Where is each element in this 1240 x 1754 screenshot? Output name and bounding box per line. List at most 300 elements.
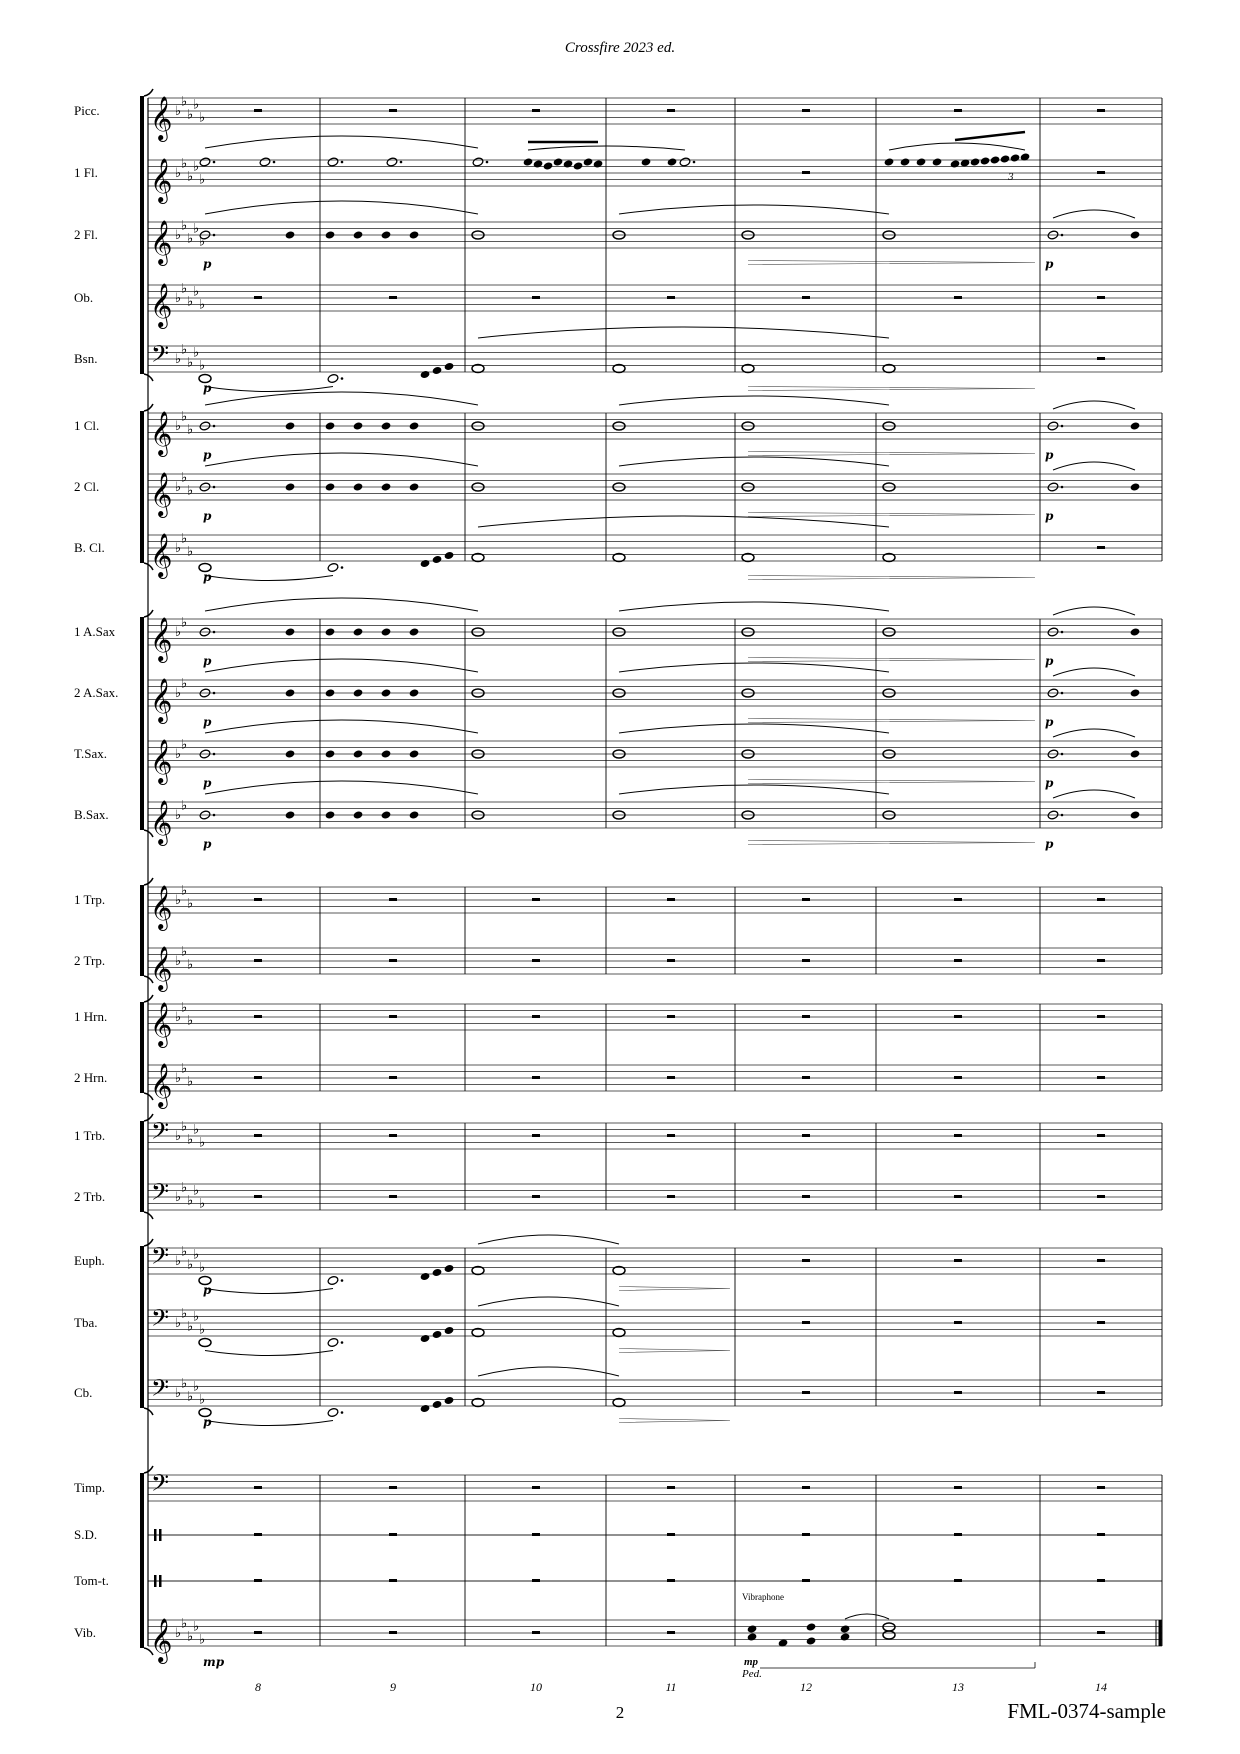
slur	[1053, 210, 1135, 218]
percussion-clef	[154, 1529, 157, 1541]
flat-accidental: ♭	[187, 1132, 194, 1148]
whole-rest	[667, 296, 675, 299]
whole-rest	[532, 959, 540, 962]
instrument-label: 2 Hrn.	[74, 1070, 108, 1085]
flat-accidental: ♭	[175, 1190, 182, 1205]
whole-note	[199, 1339, 211, 1347]
dot	[1061, 814, 1064, 817]
flat-accidental: ♭	[187, 1257, 194, 1273]
whole-rest	[667, 1015, 675, 1018]
dynamic-marking: p	[203, 654, 212, 668]
staff	[148, 1614, 1162, 1669]
dot	[341, 1411, 344, 1414]
beam	[955, 132, 1025, 140]
quarter-note	[950, 159, 961, 168]
treble-clef: 𝄞	[150, 1063, 173, 1107]
dot	[486, 161, 489, 164]
quarter-note	[353, 688, 364, 697]
quarter-note	[432, 1268, 443, 1277]
tuplet-number: 3	[1008, 173, 1014, 183]
catalog-code: FML-0374-sample	[1007, 1699, 1166, 1723]
slur	[619, 602, 889, 611]
flat-accidental: ♭	[175, 352, 182, 367]
dynamic-marking: p	[1045, 776, 1054, 790]
flat-accidental: ♭	[187, 1074, 194, 1090]
slur	[1053, 401, 1135, 409]
dot	[213, 692, 216, 695]
quarter-note	[747, 1624, 758, 1633]
slur	[205, 576, 333, 581]
whole-rest	[1097, 546, 1105, 549]
flat-accidental: ♭	[175, 893, 182, 908]
whole-rest	[389, 1533, 397, 1536]
slur	[478, 1235, 619, 1244]
slur	[619, 785, 889, 794]
slur	[205, 392, 478, 405]
flat-accidental: ♭	[199, 297, 206, 313]
slur	[205, 1421, 333, 1426]
flat-accidental: ♭	[175, 625, 182, 640]
dynamic-marking: p	[203, 509, 212, 523]
whole-rest	[667, 1486, 675, 1489]
group-bracket	[140, 1246, 144, 1408]
treble-clef: 𝄞	[150, 1618, 173, 1662]
slur	[619, 205, 889, 214]
dot	[1061, 692, 1064, 695]
dynamic-marking: p	[203, 1283, 212, 1297]
slur	[1053, 668, 1135, 676]
whole-rest	[254, 1195, 262, 1198]
whole-rest	[667, 109, 675, 112]
whole-rest	[802, 1391, 810, 1394]
dot	[1061, 753, 1064, 756]
group-bracket	[140, 1002, 144, 1093]
measure-number: 10	[530, 1680, 542, 1694]
half-note	[386, 157, 398, 167]
dot	[693, 161, 696, 164]
staff	[148, 1117, 1162, 1151]
flat-accidental: ♭	[181, 1119, 188, 1135]
flat-accidental: ♭	[181, 615, 188, 631]
quarter-note	[381, 810, 392, 819]
flat-accidental: ♭	[175, 1386, 182, 1401]
staff	[148, 132, 1162, 204]
flat-accidental: ♭	[181, 409, 188, 425]
instrument-label: B.Sax.	[74, 807, 109, 822]
flat-accidental: ♭	[175, 1626, 182, 1641]
instrument-label: 2 Fl.	[74, 227, 98, 242]
flat-accidental: ♭	[187, 294, 194, 310]
staff	[148, 720, 1162, 790]
dot	[273, 161, 276, 164]
dot	[213, 753, 216, 756]
staff	[148, 327, 1162, 395]
whole-rest	[954, 296, 962, 299]
quarter-note	[884, 157, 895, 166]
quarter-note	[409, 421, 420, 430]
flat-accidental: ♭	[175, 228, 182, 243]
whole-rest	[802, 1533, 810, 1536]
whole-rest	[1097, 1533, 1105, 1536]
quarter-note	[381, 230, 392, 239]
half-note	[327, 562, 339, 572]
slur	[478, 1297, 619, 1306]
flat-accidental: ♭	[175, 1129, 182, 1144]
flat-accidental: ♭	[199, 1196, 206, 1212]
instrument-label: Picc.	[74, 103, 100, 118]
flat-accidental: ♭	[181, 883, 188, 899]
flat-accidental: ♭	[187, 544, 194, 560]
instrument-label: 1 Fl.	[74, 165, 98, 180]
treble-clef: 𝄞	[150, 411, 173, 455]
quarter-note	[409, 627, 420, 636]
whole-rest	[954, 1195, 962, 1198]
quarter-note	[543, 161, 554, 170]
quarter-note	[900, 157, 911, 166]
quarter-note	[980, 156, 991, 165]
dynamic-marking: p	[1045, 257, 1054, 271]
whole-rest	[802, 1486, 810, 1489]
flat-accidental: ♭	[199, 358, 206, 374]
slur	[619, 457, 889, 466]
staff	[148, 516, 1162, 584]
dot	[213, 631, 216, 634]
whole-rest	[954, 1391, 962, 1394]
whole-rest	[667, 1631, 675, 1634]
staff	[148, 781, 1162, 851]
flat-accidental: ♭	[187, 1319, 194, 1335]
flat-accidental: ♭	[175, 1010, 182, 1025]
treble-clef: 𝄞	[150, 533, 173, 577]
instrument-label: 2 Trp.	[74, 953, 106, 968]
vibraphone-label: Vibraphone	[742, 1592, 784, 1602]
bass-clef: 𝄢	[151, 1304, 170, 1337]
dot	[213, 425, 216, 428]
slur	[205, 720, 478, 733]
quarter-note	[1130, 421, 1141, 430]
quarter-note	[285, 810, 296, 819]
flat-accidental: ♭	[181, 342, 188, 358]
flat-accidental: ♭	[187, 1389, 194, 1405]
bass-clef: 𝄢	[151, 1242, 170, 1275]
half-note	[327, 373, 339, 383]
whole-rest	[389, 296, 397, 299]
whole-rest	[1097, 1134, 1105, 1137]
treble-clef: 𝄞	[150, 283, 173, 327]
flat-accidental: ♭	[187, 1193, 194, 1209]
flat-accidental: ♭	[199, 1135, 206, 1151]
flat-accidental: ♭	[175, 808, 182, 823]
quarter-note	[325, 810, 336, 819]
slur	[205, 453, 478, 466]
whole-rest	[389, 1195, 397, 1198]
quarter-note	[593, 159, 604, 168]
flat-accidental: ♭	[199, 1392, 206, 1408]
whole-rest	[667, 1579, 675, 1582]
flat-accidental: ♭	[187, 483, 194, 499]
whole-rest	[802, 1134, 810, 1137]
whole-rest	[802, 1195, 810, 1198]
staff	[148, 598, 1162, 668]
measure-number: 14	[1095, 1680, 1107, 1694]
whole-rest	[954, 1579, 962, 1582]
whole-rest	[954, 898, 962, 901]
treble-clef: 𝄞	[150, 1002, 173, 1046]
quarter-note	[990, 155, 1001, 164]
flat-accidental: ♭	[193, 345, 200, 361]
flat-accidental: ♭	[187, 1013, 194, 1029]
dot	[1061, 234, 1064, 237]
flat-accidental: ♭	[181, 94, 188, 110]
whole-rest	[532, 1533, 540, 1536]
flat-accidental: ♭	[193, 1309, 200, 1325]
staff	[148, 1061, 1162, 1109]
whole-rest	[389, 1134, 397, 1137]
slur	[889, 143, 1025, 150]
whole-rest	[1097, 171, 1105, 174]
staff	[148, 944, 1162, 992]
instrument-label: 1 A.Sax	[74, 624, 116, 639]
staff	[148, 659, 1162, 729]
dynamic-marking: p	[203, 381, 212, 395]
quarter-note	[432, 555, 443, 564]
quarter-note	[444, 551, 455, 560]
whole-rest	[254, 898, 262, 901]
whole-rest	[532, 109, 540, 112]
group-bracket	[140, 1121, 144, 1212]
diminuendo	[619, 1349, 730, 1353]
flat-accidental: ♭	[193, 1379, 200, 1395]
dot	[341, 161, 344, 164]
treble-clef: 𝄞	[150, 946, 173, 990]
bass-clef: 𝄢	[151, 1469, 170, 1502]
quarter-note	[553, 157, 564, 166]
quarter-note	[420, 1334, 431, 1343]
slur	[205, 1289, 333, 1294]
flat-accidental: ♭	[193, 1619, 200, 1635]
group-bracket	[140, 1473, 144, 1648]
whole-rest	[254, 1579, 262, 1582]
staff	[148, 1529, 1162, 1541]
group-bracket	[140, 411, 144, 563]
flat-accidental: ♭	[187, 896, 194, 912]
flat-accidental: ♭	[175, 541, 182, 556]
flat-accidental: ♭	[175, 1316, 182, 1331]
quarter-note	[409, 688, 420, 697]
instrument-label: Tba.	[74, 1315, 98, 1330]
dot	[213, 486, 216, 489]
staff	[148, 883, 1162, 931]
instrument-label: Timp.	[74, 1480, 105, 1495]
whole-rest	[1097, 898, 1105, 901]
quarter-note	[563, 159, 574, 168]
dot	[213, 234, 216, 237]
measure-number: 8	[255, 1680, 261, 1694]
instrument-label: 1 Trb.	[74, 1128, 106, 1143]
treble-clef: 𝄞	[150, 800, 173, 844]
whole-rest	[954, 1134, 962, 1137]
instrument-label: 1 Hrn.	[74, 1009, 108, 1024]
flat-accidental: ♭	[193, 1247, 200, 1263]
instrument-label: Ob.	[74, 290, 94, 305]
dot	[341, 566, 344, 569]
staff	[148, 1469, 1162, 1502]
slur	[205, 659, 478, 672]
staff	[148, 1000, 1162, 1048]
whole-rest	[954, 1259, 962, 1262]
whole-rest	[532, 1631, 540, 1634]
instrument-label: 1 Cl.	[74, 418, 100, 433]
flat-accidental: ♭	[187, 422, 194, 438]
half-note	[199, 157, 211, 167]
treble-clef: 𝄞	[150, 472, 173, 516]
flat-accidental: ♭	[175, 480, 182, 495]
quarter-note	[444, 1264, 455, 1273]
quarter-note	[420, 559, 431, 568]
whole-rest	[802, 1259, 810, 1262]
whole-rest	[254, 1533, 262, 1536]
quarter-note	[325, 421, 336, 430]
flat-accidental: ♭	[181, 281, 188, 297]
whole-rest	[254, 1134, 262, 1137]
quarter-note	[325, 230, 336, 239]
slur	[205, 136, 478, 148]
whole-rest	[254, 1015, 262, 1018]
quarter-note	[444, 1326, 455, 1335]
flat-accidental: ♭	[187, 107, 194, 123]
quarter-note	[420, 1404, 431, 1413]
flat-accidental: ♭	[181, 798, 188, 814]
dot	[341, 377, 344, 380]
dynamic-marking: p	[203, 257, 212, 271]
quarter-note	[325, 627, 336, 636]
whole-rest	[954, 1015, 962, 1018]
quarter-note	[381, 749, 392, 758]
percussion-clef	[154, 1575, 157, 1587]
whole-rest	[1097, 296, 1105, 299]
treble-clef: 𝄞	[150, 885, 173, 929]
whole-rest	[954, 1486, 962, 1489]
slur	[1053, 462, 1135, 470]
whole-rest	[389, 1076, 397, 1079]
bracket-hook	[144, 89, 153, 96]
treble-clef: 𝄞	[150, 158, 173, 202]
dot	[213, 161, 216, 164]
instrument-label: T.Sax.	[74, 746, 107, 761]
flat-accidental: ♭	[199, 1260, 206, 1276]
quarter-note	[1130, 688, 1141, 697]
whole-rest	[1097, 1015, 1105, 1018]
flat-accidental: ♭	[199, 110, 206, 126]
quarter-note	[381, 421, 392, 430]
whole-rest	[1097, 1631, 1105, 1634]
quarter-note	[573, 161, 584, 170]
quarter-note	[806, 1622, 817, 1631]
staff	[148, 201, 1162, 271]
quarter-note	[409, 749, 420, 758]
flat-accidental: ♭	[193, 1122, 200, 1138]
flat-accidental: ♭	[181, 1244, 188, 1260]
slur	[619, 663, 889, 672]
flat-accidental: ♭	[193, 1183, 200, 1199]
quarter-note	[432, 1400, 443, 1409]
quarter-note	[420, 370, 431, 379]
flat-accidental: ♭	[193, 284, 200, 300]
dot	[341, 1341, 344, 1344]
instrument-label: Vib.	[74, 1625, 96, 1640]
flat-accidental: ♭	[175, 1071, 182, 1086]
quarter-note	[409, 810, 420, 819]
whole-rest	[532, 296, 540, 299]
whole-rest	[389, 1631, 397, 1634]
flat-accidental: ♭	[187, 1629, 194, 1645]
measure-number: 12	[800, 1680, 812, 1694]
instrument-label: Tom-t.	[74, 1573, 109, 1588]
slur	[619, 396, 889, 405]
instrument-label: S.D.	[74, 1527, 98, 1542]
slur	[478, 516, 889, 527]
flat-accidental: ♭	[187, 957, 194, 973]
quarter-note	[916, 157, 927, 166]
quarter-note	[1130, 230, 1141, 239]
dynamic-marking: mp	[203, 1655, 225, 1669]
treble-clef: 𝄞	[150, 220, 173, 264]
diminuendo	[748, 719, 1035, 723]
flat-accidental: ♭	[199, 172, 206, 188]
quarter-note	[409, 230, 420, 239]
quarter-note	[432, 366, 443, 375]
instrument-label: Cb.	[74, 1385, 93, 1400]
staff	[148, 281, 1162, 329]
quarter-note	[641, 157, 652, 166]
group-bracket	[140, 617, 144, 830]
diminuendo	[748, 658, 1035, 662]
whole-rest	[1097, 959, 1105, 962]
dynamic-marking: p	[203, 837, 212, 851]
whole-rest	[389, 1015, 397, 1018]
flat-accidental: ♭	[181, 531, 188, 547]
whole-rest	[1097, 1579, 1105, 1582]
percussion-clef	[159, 1529, 162, 1541]
slur	[205, 1351, 333, 1356]
diminuendo	[748, 513, 1035, 517]
whole-rest	[1097, 1076, 1105, 1079]
whole-note	[883, 1623, 895, 1631]
quarter-note	[1130, 627, 1141, 636]
instrument-label: Bsn.	[74, 351, 98, 366]
flat-accidental: ♭	[181, 1376, 188, 1392]
bass-clef: 𝄢	[151, 1178, 170, 1211]
whole-rest	[532, 1076, 540, 1079]
dynamic-marking: p	[203, 570, 212, 584]
quarter-note	[533, 159, 544, 168]
dynamic-marking: p	[1045, 715, 1054, 729]
flat-accidental: ♭	[181, 156, 188, 172]
quarter-note	[1010, 153, 1021, 162]
whole-rest	[802, 898, 810, 901]
quarter-note	[381, 627, 392, 636]
whole-rest	[667, 959, 675, 962]
dynamic-marking: p	[1045, 509, 1054, 523]
quarter-note	[840, 1632, 851, 1641]
flat-accidental: ♭	[181, 1180, 188, 1196]
diminuendo	[619, 1287, 730, 1291]
bass-clef: 𝄢	[151, 1374, 170, 1407]
flat-accidental: ♭	[181, 1616, 188, 1632]
dynamic-marking: p	[203, 715, 212, 729]
percussion-clef	[159, 1575, 162, 1587]
slur	[845, 1614, 889, 1619]
